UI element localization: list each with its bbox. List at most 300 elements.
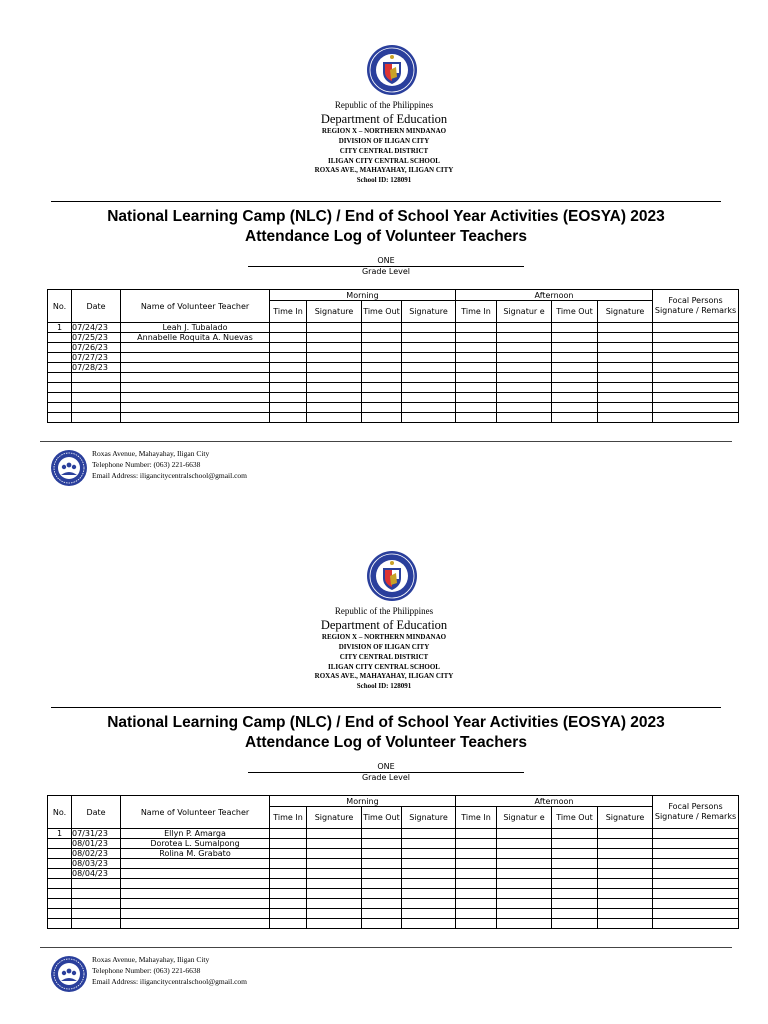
- table-row: [48, 849, 739, 859]
- empty-cell: [497, 849, 552, 859]
- cell-date: [72, 919, 121, 929]
- cell-name: [121, 889, 270, 899]
- empty-cell: [456, 403, 497, 413]
- cell-date: [72, 373, 121, 383]
- empty-cell: [552, 859, 598, 869]
- morning-header: Morning: [270, 796, 456, 807]
- cell-name: Ellyn P. Amarga: [121, 829, 270, 839]
- region-text: REGION X – NORTHERN MINDANAO: [321, 127, 447, 135]
- empty-cell: [270, 363, 307, 373]
- col-no-header: No.: [48, 290, 72, 323]
- table-row: [48, 363, 739, 373]
- division-text: DIVISION OF ILIGAN CITY: [338, 643, 430, 651]
- table-row: [48, 889, 739, 899]
- empty-cell: [653, 889, 739, 899]
- empty-cell: [497, 333, 552, 343]
- deped-seal-icon: [366, 44, 418, 96]
- school-id-text: School ID: 128091: [356, 176, 412, 184]
- empty-cell: [402, 373, 456, 383]
- department-text: Department of Education: [320, 618, 448, 632]
- school-id-text: School ID: 128091: [356, 682, 412, 690]
- empty-cell: [653, 373, 739, 383]
- empty-cell: [598, 333, 653, 343]
- cell-date: 07/31/23: [72, 829, 121, 839]
- empty-cell: [497, 899, 552, 909]
- empty-cell: [362, 879, 402, 889]
- page-subtitle: Attendance Log of Volunteer Teachers: [245, 228, 527, 245]
- empty-cell: [456, 879, 497, 889]
- footer-email: Email Address: iligancitycentralschool@gmail.com: [92, 977, 247, 986]
- empty-cell: [307, 859, 362, 869]
- empty-cell: [598, 403, 653, 413]
- pm-time-in-header: Time In: [456, 807, 497, 829]
- empty-cell: [497, 879, 552, 889]
- grade-level-value: ONE: [248, 256, 524, 267]
- cell-name: Dorotea L. Sumalpong: [121, 839, 270, 849]
- cell-no: [48, 849, 72, 859]
- col-name-header: Name of Volunteer Teacher: [121, 290, 270, 323]
- empty-cell: [362, 839, 402, 849]
- cell-name: [121, 879, 270, 889]
- empty-cell: [456, 353, 497, 363]
- empty-cell: [598, 393, 653, 403]
- cell-no: [48, 909, 72, 919]
- cell-no: [48, 333, 72, 343]
- empty-cell: [598, 323, 653, 333]
- empty-cell: [552, 889, 598, 899]
- cell-name: Rolina M. Grabato: [121, 849, 270, 859]
- district-text: CITY CENTRAL DISTRICT: [339, 653, 429, 661]
- header-divider: [51, 707, 721, 708]
- empty-cell: [552, 363, 598, 373]
- empty-cell: [402, 899, 456, 909]
- cell-date: 08/02/23: [72, 849, 121, 859]
- empty-cell: [307, 393, 362, 403]
- table-row: [48, 333, 739, 343]
- empty-cell: [456, 363, 497, 373]
- empty-cell: [497, 363, 552, 373]
- empty-cell: [653, 403, 739, 413]
- empty-cell: [653, 839, 739, 849]
- empty-cell: [456, 333, 497, 343]
- empty-cell: [456, 859, 497, 869]
- cell-name: [121, 373, 270, 383]
- grade-level-label: Grade Level: [361, 773, 411, 782]
- empty-cell: [497, 413, 552, 423]
- morning-header: Morning: [270, 290, 456, 301]
- page-title: National Learning Camp (NLC) / End of School Year Activities (EOSYA) 2023: [107, 714, 665, 731]
- empty-cell: [497, 373, 552, 383]
- empty-cell: [270, 829, 307, 839]
- empty-cell: [362, 869, 402, 879]
- cell-date: [72, 889, 121, 899]
- empty-cell: [270, 869, 307, 879]
- empty-cell: [402, 393, 456, 403]
- empty-cell: [307, 333, 362, 343]
- empty-cell: [270, 413, 307, 423]
- empty-cell: [598, 909, 653, 919]
- empty-cell: [497, 353, 552, 363]
- col-name-header: Name of Volunteer Teacher: [121, 796, 270, 829]
- cell-no: [48, 859, 72, 869]
- empty-cell: [552, 353, 598, 363]
- cell-no: [48, 889, 72, 899]
- empty-cell: [270, 879, 307, 889]
- empty-cell: [497, 909, 552, 919]
- empty-cell: [552, 829, 598, 839]
- pm-signature2-header: Signature: [598, 807, 653, 829]
- empty-cell: [598, 889, 653, 899]
- col-date-header: Date: [72, 796, 121, 829]
- pm-time-out-header: Time Out: [552, 301, 598, 323]
- empty-cell: [307, 879, 362, 889]
- division-text: DIVISION OF ILIGAN CITY: [338, 137, 430, 145]
- cell-name: Annabelle Roquita A. Nuevas: [121, 333, 270, 343]
- empty-cell: [270, 899, 307, 909]
- col-date-header: Date: [72, 290, 121, 323]
- empty-cell: [402, 869, 456, 879]
- empty-cell: [456, 413, 497, 423]
- table-row: [48, 353, 739, 363]
- empty-cell: [402, 879, 456, 889]
- empty-cell: [653, 343, 739, 353]
- cell-name: [121, 383, 270, 393]
- empty-cell: [598, 343, 653, 353]
- cell-date: 08/01/23: [72, 839, 121, 849]
- empty-cell: [552, 403, 598, 413]
- empty-cell: [402, 413, 456, 423]
- am-signature-header: Signature: [307, 807, 362, 829]
- empty-cell: [362, 333, 402, 343]
- empty-cell: [402, 353, 456, 363]
- attendance-table: [47, 289, 739, 423]
- footer-divider: [40, 441, 732, 442]
- col-no-header: No.: [48, 796, 72, 829]
- empty-cell: [456, 323, 497, 333]
- empty-cell: [653, 353, 739, 363]
- cell-date: 08/04/23: [72, 869, 121, 879]
- footer-telephone: Telephone Number: (063) 221-6638: [92, 966, 201, 975]
- cell-no: 1: [48, 829, 72, 839]
- empty-cell: [362, 849, 402, 859]
- empty-cell: [270, 343, 307, 353]
- empty-cell: [653, 859, 739, 869]
- empty-cell: [402, 909, 456, 919]
- deped-seal-icon: [366, 550, 418, 602]
- table-row: [48, 413, 739, 423]
- empty-cell: [362, 393, 402, 403]
- empty-cell: [552, 373, 598, 383]
- cell-no: [48, 383, 72, 393]
- republic-text: Republic of the Philippines: [334, 606, 434, 616]
- empty-cell: [402, 919, 456, 929]
- table-row: [48, 373, 739, 383]
- pm-time-out-header: Time Out: [552, 807, 598, 829]
- empty-cell: [307, 899, 362, 909]
- footer-telephone: Telephone Number: (063) 221-6638: [92, 460, 201, 469]
- empty-cell: [653, 393, 739, 403]
- empty-cell: [402, 343, 456, 353]
- republic-text: Republic of the Philippines: [334, 100, 434, 110]
- empty-cell: [653, 333, 739, 343]
- empty-cell: [402, 333, 456, 343]
- footer-divider: [40, 947, 732, 948]
- empty-cell: [270, 839, 307, 849]
- empty-cell: [598, 869, 653, 879]
- empty-cell: [497, 403, 552, 413]
- empty-cell: [552, 879, 598, 889]
- page-subtitle: Attendance Log of Volunteer Teachers: [245, 734, 527, 751]
- empty-cell: [598, 919, 653, 929]
- empty-cell: [598, 363, 653, 373]
- empty-cell: [456, 919, 497, 929]
- cell-no: [48, 363, 72, 373]
- empty-cell: [598, 849, 653, 859]
- empty-cell: [653, 919, 739, 929]
- empty-cell: [402, 829, 456, 839]
- empty-cell: [456, 839, 497, 849]
- empty-cell: [456, 829, 497, 839]
- empty-cell: [552, 333, 598, 343]
- empty-cell: [653, 899, 739, 909]
- empty-cell: [598, 829, 653, 839]
- cell-no: [48, 919, 72, 929]
- table-row: [48, 343, 739, 353]
- cell-date: [72, 393, 121, 403]
- district-text: CITY CENTRAL DISTRICT: [339, 147, 429, 155]
- cell-no: [48, 413, 72, 423]
- empty-cell: [362, 403, 402, 413]
- empty-cell: [270, 889, 307, 899]
- empty-cell: [270, 919, 307, 929]
- cell-name: [121, 363, 270, 373]
- empty-cell: [307, 829, 362, 839]
- empty-cell: [362, 353, 402, 363]
- empty-cell: [552, 343, 598, 353]
- table-row: [48, 909, 739, 919]
- empty-cell: [653, 383, 739, 393]
- cell-no: 1: [48, 323, 72, 333]
- grade-level-label: Grade Level: [361, 267, 411, 276]
- empty-cell: [307, 403, 362, 413]
- empty-cell: [497, 383, 552, 393]
- empty-cell: [552, 323, 598, 333]
- empty-cell: [362, 909, 402, 919]
- cell-name: [121, 869, 270, 879]
- empty-cell: [307, 909, 362, 919]
- cell-no: [48, 403, 72, 413]
- empty-cell: [497, 829, 552, 839]
- empty-cell: [497, 919, 552, 929]
- am-time-out-header: Time Out: [362, 301, 402, 323]
- cell-date: [72, 879, 121, 889]
- focal-header: Focal Persons Signature / Remarks: [653, 290, 739, 323]
- empty-cell: [402, 323, 456, 333]
- empty-cell: [456, 393, 497, 403]
- cell-date: [72, 909, 121, 919]
- empty-cell: [270, 333, 307, 343]
- table-row: [48, 393, 739, 403]
- cell-date: [72, 403, 121, 413]
- pm-time-in-header: Time In: [456, 301, 497, 323]
- empty-cell: [497, 839, 552, 849]
- am-time-out-header: Time Out: [362, 807, 402, 829]
- empty-cell: [456, 383, 497, 393]
- footer-email: Email Address: iligancitycentralschool@gmail.com: [92, 471, 247, 480]
- cell-no: [48, 393, 72, 403]
- empty-cell: [552, 383, 598, 393]
- table-row: [48, 839, 739, 849]
- empty-cell: [307, 869, 362, 879]
- school-address-text: ROXAS AVE., MAHAYAHAY, ILIGAN CITY: [314, 166, 454, 174]
- empty-cell: [362, 413, 402, 423]
- cell-name: [121, 353, 270, 363]
- footer-address: Roxas Avenue, Mahayahay, Iligan City: [92, 449, 210, 458]
- empty-cell: [456, 899, 497, 909]
- empty-cell: [402, 383, 456, 393]
- empty-cell: [270, 403, 307, 413]
- empty-cell: [456, 849, 497, 859]
- cell-no: [48, 869, 72, 879]
- empty-cell: [307, 413, 362, 423]
- empty-cell: [307, 889, 362, 899]
- empty-cell: [307, 323, 362, 333]
- empty-cell: [456, 889, 497, 899]
- table-row: [48, 869, 739, 879]
- empty-cell: [598, 353, 653, 363]
- empty-cell: [362, 919, 402, 929]
- empty-cell: [307, 353, 362, 363]
- empty-cell: [653, 323, 739, 333]
- empty-cell: [362, 373, 402, 383]
- cell-date: 07/25/23: [72, 333, 121, 343]
- empty-cell: [456, 909, 497, 919]
- cell-name: Leah J. Tubalado: [121, 323, 270, 333]
- am-time-in-header: Time In: [270, 807, 307, 829]
- pm-signature2-header: Signature: [598, 301, 653, 323]
- table-row: [48, 403, 739, 413]
- focal-header: Focal Persons Signature / Remarks: [653, 796, 739, 829]
- school-logo-icon: [50, 449, 88, 487]
- empty-cell: [552, 909, 598, 919]
- empty-cell: [402, 363, 456, 373]
- cell-no: [48, 353, 72, 363]
- school-address-text: ROXAS AVE., MAHAYAHAY, ILIGAN CITY: [314, 672, 454, 680]
- cell-date: 07/24/23: [72, 323, 121, 333]
- department-text: Department of Education: [320, 112, 448, 126]
- empty-cell: [653, 413, 739, 423]
- empty-cell: [598, 383, 653, 393]
- empty-cell: [598, 839, 653, 849]
- cell-date: 07/26/23: [72, 343, 121, 353]
- empty-cell: [552, 413, 598, 423]
- am-signature-header: Signature: [307, 301, 362, 323]
- table-row: [48, 829, 739, 839]
- cell-date: [72, 383, 121, 393]
- empty-cell: [270, 323, 307, 333]
- afternoon-header: Afternoon: [456, 290, 653, 301]
- empty-cell: [598, 899, 653, 909]
- school-text: ILIGAN CITY CENTRAL SCHOOL: [328, 663, 440, 671]
- empty-cell: [552, 869, 598, 879]
- cell-name: [121, 343, 270, 353]
- am-time-in-header: Time In: [270, 301, 307, 323]
- empty-cell: [598, 859, 653, 869]
- table-row: [48, 859, 739, 869]
- empty-cell: [270, 393, 307, 403]
- region-text: REGION X – NORTHERN MINDANAO: [321, 633, 447, 641]
- empty-cell: [598, 413, 653, 423]
- cell-no: [48, 839, 72, 849]
- empty-cell: [402, 849, 456, 859]
- empty-cell: [270, 353, 307, 363]
- empty-cell: [497, 859, 552, 869]
- pm-signature-header: Signatur e: [497, 807, 552, 829]
- empty-cell: [270, 849, 307, 859]
- empty-cell: [653, 909, 739, 919]
- empty-cell: [270, 383, 307, 393]
- empty-cell: [270, 859, 307, 869]
- empty-cell: [552, 849, 598, 859]
- empty-cell: [307, 363, 362, 373]
- empty-cell: [402, 889, 456, 899]
- cell-name: [121, 859, 270, 869]
- pm-signature-header: Signatur e: [497, 301, 552, 323]
- empty-cell: [456, 343, 497, 353]
- table-row: [48, 879, 739, 889]
- empty-cell: [653, 829, 739, 839]
- cell-date: 07/28/23: [72, 363, 121, 373]
- empty-cell: [402, 403, 456, 413]
- cell-name: [121, 393, 270, 403]
- cell-name: [121, 899, 270, 909]
- cell-date: [72, 413, 121, 423]
- empty-cell: [653, 849, 739, 859]
- empty-cell: [362, 889, 402, 899]
- empty-cell: [598, 373, 653, 383]
- footer-address: Roxas Avenue, Mahayahay, Iligan City: [92, 955, 210, 964]
- empty-cell: [653, 363, 739, 373]
- cell-date: 07/27/23: [72, 353, 121, 363]
- empty-cell: [456, 373, 497, 383]
- cell-name: [121, 919, 270, 929]
- table-row: [48, 899, 739, 909]
- empty-cell: [552, 919, 598, 929]
- empty-cell: [307, 839, 362, 849]
- empty-cell: [307, 343, 362, 353]
- cell-name: [121, 909, 270, 919]
- empty-cell: [653, 879, 739, 889]
- cell-no: [48, 343, 72, 353]
- empty-cell: [270, 909, 307, 919]
- empty-cell: [307, 373, 362, 383]
- page-title: National Learning Camp (NLC) / End of School Year Activities (EOSYA) 2023: [107, 208, 665, 225]
- empty-cell: [402, 859, 456, 869]
- attendance-table: [47, 795, 739, 929]
- school-text: ILIGAN CITY CENTRAL SCHOOL: [328, 157, 440, 165]
- header-divider: [51, 201, 721, 202]
- empty-cell: [362, 829, 402, 839]
- empty-cell: [552, 839, 598, 849]
- empty-cell: [497, 869, 552, 879]
- empty-cell: [362, 383, 402, 393]
- am-signature2-header: Signature: [402, 301, 456, 323]
- cell-date: 08/03/23: [72, 859, 121, 869]
- empty-cell: [552, 393, 598, 403]
- empty-cell: [552, 899, 598, 909]
- empty-cell: [362, 859, 402, 869]
- cell-no: [48, 373, 72, 383]
